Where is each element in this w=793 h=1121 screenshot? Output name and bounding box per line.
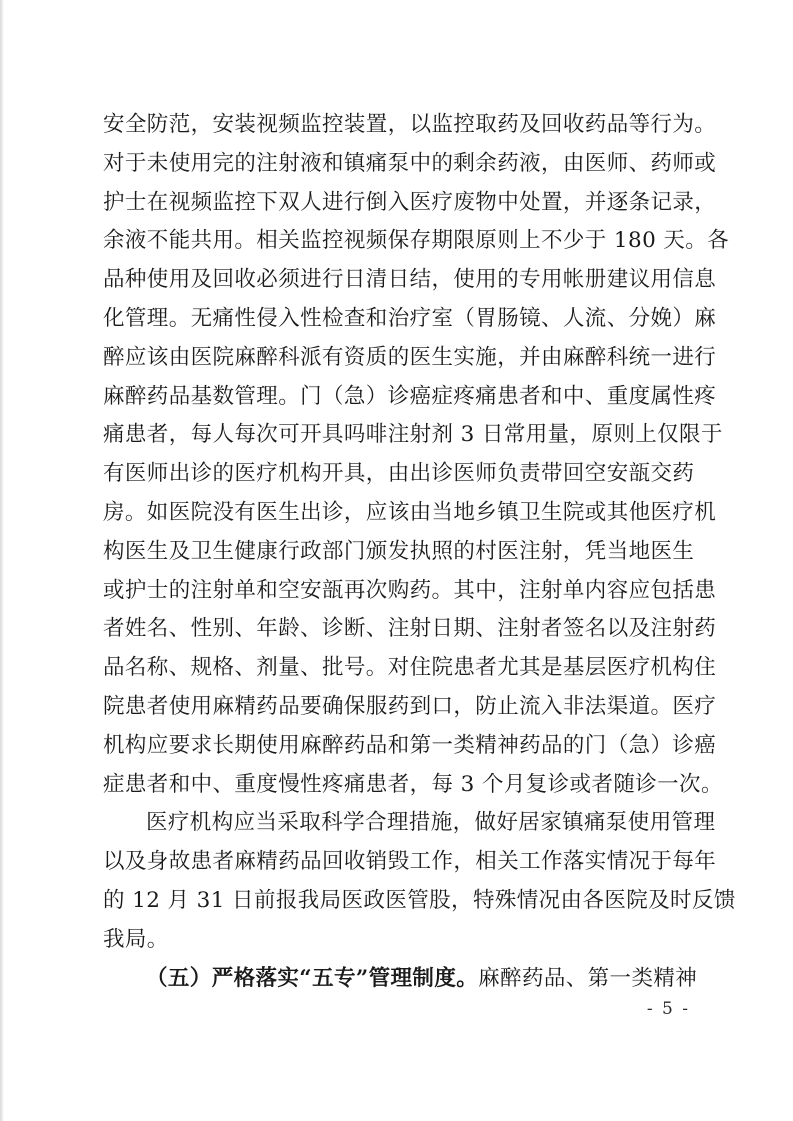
- text-line-7: 醉应该由医院麻醉科派有资质的医生实施，并由麻醉科统一进行: [103, 344, 717, 370]
- scan-edge-shadow: [0, 0, 4, 1121]
- text-line-6: 化管理。无痛性侵入性检查和治疗室（胃肠镜、人流、分娩）麻: [103, 305, 717, 331]
- page-number: - 5 -: [646, 999, 690, 1019]
- text-line-1: 安全防范，安装视频监控装置，以监控取药及回收药品等行为。: [103, 112, 717, 137]
- section-heading: （五）严格落实“五专”管理制度。: [146, 965, 479, 991]
- text-line-5: 品种使用及回收必须进行日清日结，使用的专用帐册建议用信息: [103, 267, 717, 293]
- text-line-15: 品名称、规格、剂量、批号。对住院患者尤其是基层医疗机构住: [103, 655, 717, 681]
- text-line-2: 对于未使用完的注射液和镇痛泵中的剩余药液，由医师、药师或: [103, 150, 717, 176]
- paragraph2-line-2: 以及身故患者麻精药品回收销毁工作，相关工作落实情况于每年: [103, 849, 717, 875]
- text-line-8: 麻醉药品基数管理。门（急）诊癌症疼痛患者和中、重度属性疼: [103, 383, 717, 409]
- text-line-14: 者姓名、性别、年龄、诊断、注射日期、注射者签名以及注射药: [103, 616, 717, 642]
- section-heading-line: [103, 960, 698, 999]
- text-line-17: 机构应要求长期使用麻醉药品和第一类精神药品的门（急）诊癌: [103, 732, 717, 758]
- section-heading-rest: 麻醉药品、第一类精神: [478, 965, 698, 991]
- paragraph2-line-1: 医疗机构应当采取科学合理措施，做好居家镇痛泵使用管理: [146, 810, 716, 836]
- text-line-12: 构医生及卫生健康行政部门颁发执照的村医注射，凭当地医生: [103, 538, 695, 564]
- text-line-9: 痛患者，每人每次可开具吗啡注射剂 3 日常用量，原则上仅限于: [103, 422, 723, 448]
- text-line-18: 症患者和中、重度慢性疼痛患者，每 3 个月复诊或者随诊一次。: [103, 771, 723, 797]
- text-line-4: 余液不能共用。相关监控视频保存期限原则上不少于 180 天。各: [103, 228, 730, 254]
- text-line-16: 院患者使用麻精药品要确保服药到口，防止流入非法渠道。医疗: [103, 693, 717, 719]
- text-line-3: 护士在视频监控下双人进行倒入医疗废物中处置，并逐条记录，: [103, 189, 717, 215]
- text-line-10: 有医师出诊的医疗机构开具，由出诊医师负责带回空安瓿交药: [103, 461, 695, 487]
- paragraph2-line-4: 我局。: [103, 926, 169, 952]
- paragraph2-line-3: 的 12 月 31 日前报我局医政医管股，特殊情况由各医院及时反馈: [103, 887, 736, 913]
- text-line-11: 房。如医院没有医生出诊，应该由当地乡镇卫生院或其他医疗机: [103, 499, 717, 525]
- body-text: [103, 106, 736, 998]
- text-line-13: 或护士的注射单和空安瓿再次购药。其中，注射单内容应包括患: [103, 577, 717, 603]
